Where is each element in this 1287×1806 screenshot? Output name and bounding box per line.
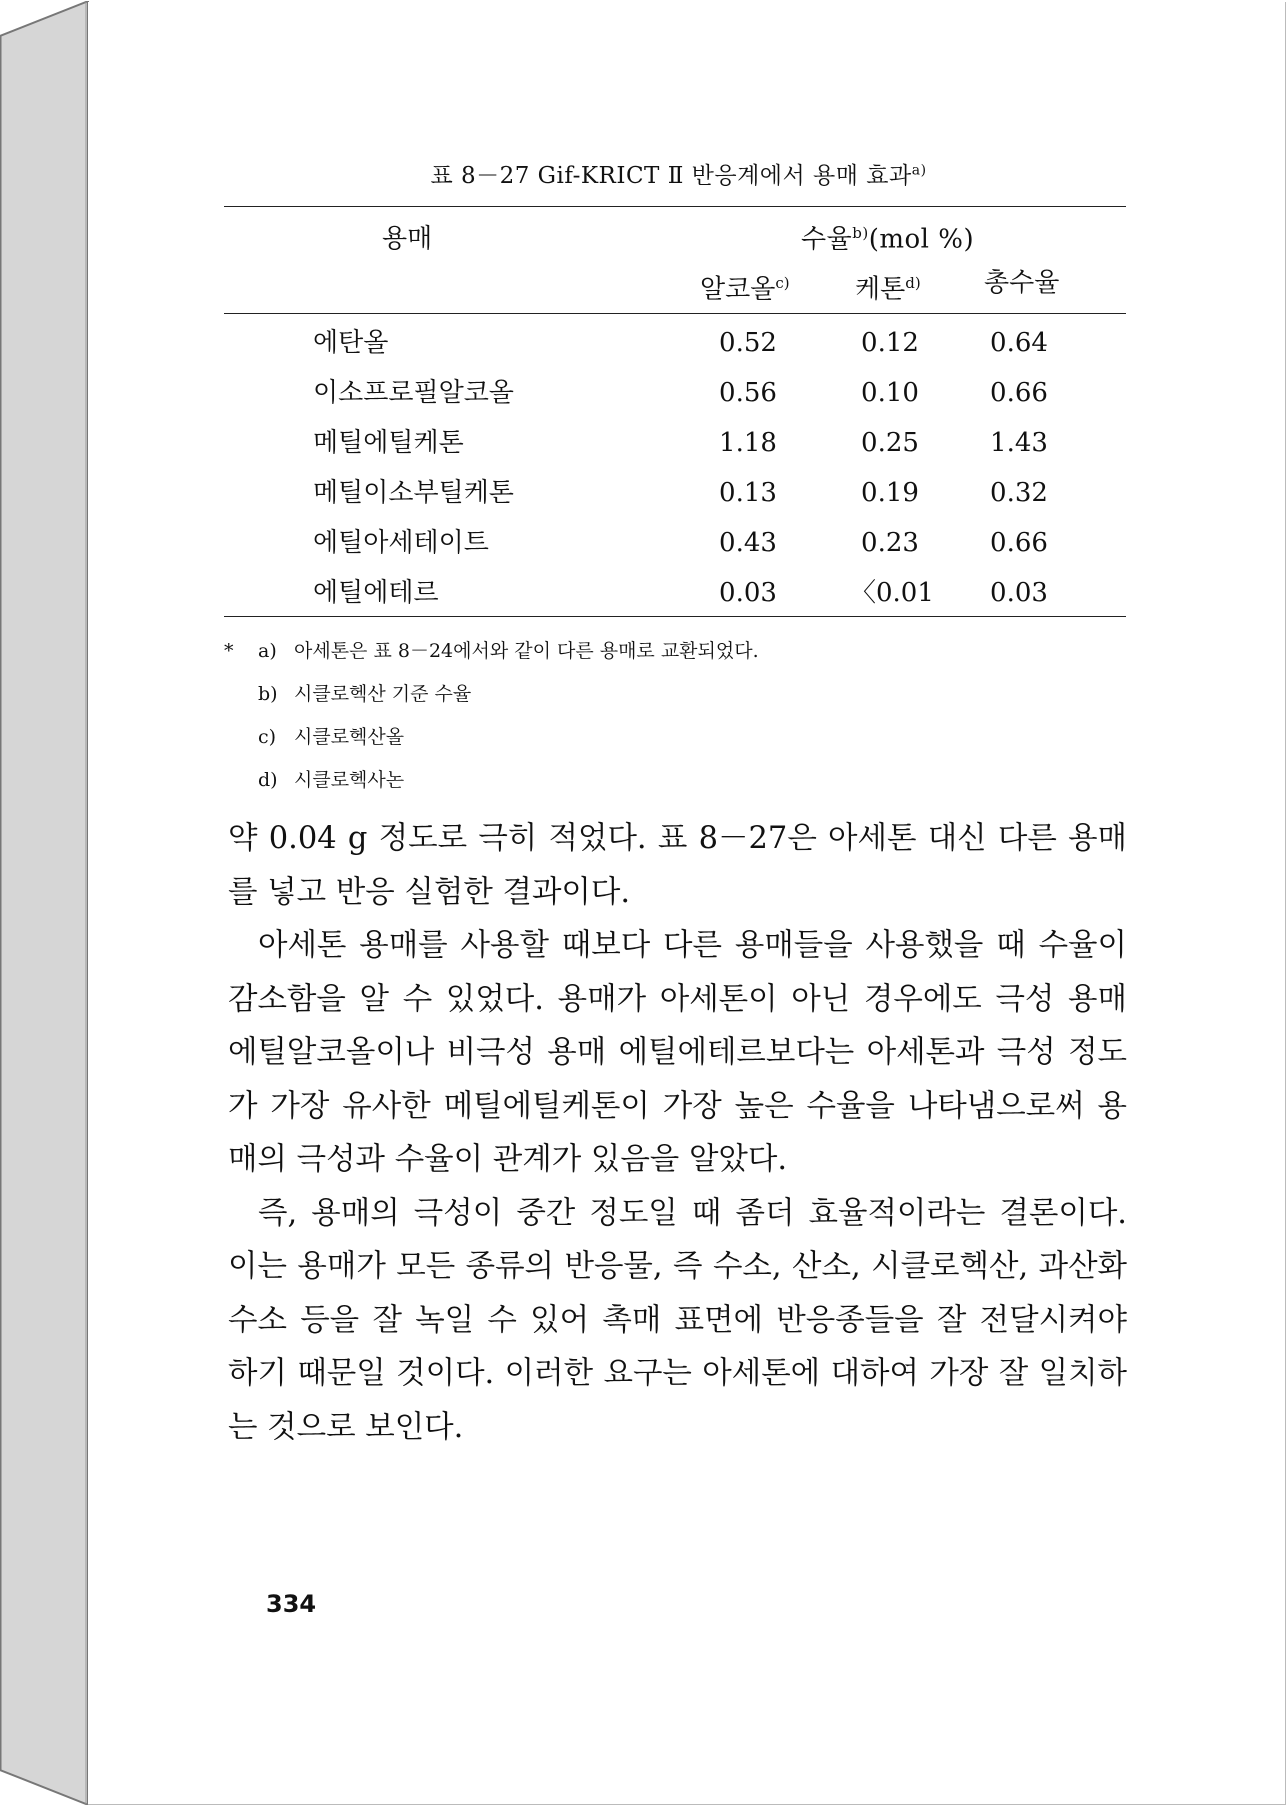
table-title [80,157,1277,190]
header-ketone-sup: d) [905,274,921,292]
footnote-text: 아세톤은 표 8－24에서와 같이 다른 용매로 교환되었다. [294,640,759,662]
table-row [88,418,1285,468]
row-solvent-name: 에틸아세테이트 [313,528,489,558]
table-bottom-rule [224,616,1126,617]
row-alcohol-yield: 0.56 [719,378,777,408]
row-ketone-yield: 0.10 [861,378,919,408]
row-ketone-yield: 0.19 [861,478,919,508]
row-alcohol-yield: 0.13 [719,478,777,508]
footnote-text: 시클로헥산올 [294,726,405,748]
header-ketone [855,268,921,305]
row-solvent-name: 에탄올 [313,328,389,358]
header-yield [801,218,974,255]
body-paragraph: 즉, 용매의 극성이 중간 정도일 때 좀더 효율적이라는 결론이다. 이는 용매가 모든 종류의 반응물, 즉 수소, 산소, 시클로헥산, 과산화수소 등을 잘 녹일 수 있어 촉매 표면에 반응종들을 잘 전달시켜야 하기 때문일 것이다. 이러한 요구는 아세톤에 대하여 가장 잘 일치하는 것으로 보인다. [228,1195,1127,1445]
row-alcohol-yield: 0.03 [719,578,777,608]
table-row [88,568,1285,618]
footnote-text: 시클로헥산 기준 수율 [294,683,472,705]
row-solvent-name: 에틸에테르 [313,578,439,608]
body-text [228,812,1127,1454]
footnote-label: c) [258,726,277,748]
row-ketone-yield: 0.23 [861,528,919,558]
row-total-yield: 1.43 [990,428,1048,458]
footnote-label: d) [258,769,278,791]
row-total-yield: 0.66 [990,528,1048,558]
footnote-item [228,673,759,716]
table-title-text: 표 8－27 Gif-KRICT Ⅱ 반응계에서 용매 효과 [430,163,912,189]
row-alcohol-yield: 0.52 [719,328,777,358]
table-row [88,518,1285,568]
body-paragraph: 아세톤 용매를 사용할 때보다 다른 용매들을 사용했을 때 수율이 감소함을 알 수 있었다. 용매가 아세톤이 아닌 경우에도 극성 용매 에틸알코올이나 비극성 용매 에틸에테르보다는 아세톤과 극성 정도가 가장 유사한 메틸에틸케톤이 가장 높은 수율을 나타냄으로써 용매의 극성과 수율이 관계가 있음을 알았다. [228,928,1127,1177]
row-ketone-yield: 0.12 [861,328,919,358]
header-alcohol-label: 알코올 [700,274,776,305]
book-page [88,2,1286,1805]
header-yield-sup: b) [852,224,869,242]
row-alcohol-yield: 0.43 [719,528,777,558]
header-ketone-label: 케톤 [855,274,906,305]
table-row [88,318,1285,368]
table-footnotes [224,630,759,802]
footnote-item [224,630,759,673]
footnote-item [228,759,759,802]
header-alcohol [700,268,790,305]
row-ketone-yield: 0.25 [861,428,919,458]
header-total: 총수율 [984,268,1060,298]
row-total-yield: 0.66 [990,378,1048,408]
row-solvent-name: 이소프로필알코올 [313,378,514,408]
footnote-item [228,716,759,759]
footnote-label: a) [258,640,277,662]
table-title-footnote-mark: a) [911,162,927,179]
row-alcohol-yield: 1.18 [719,428,777,458]
header-yield-label: 수율 [801,224,853,255]
row-total-yield: 0.03 [990,578,1048,608]
row-total-yield: 0.32 [990,478,1048,508]
table-top-rule [224,206,1126,207]
body-paragraph: 약 0.04 g 정도로 극히 적었다. 표 8－27은 아세톤 대신 다른 용매를 넣고 반응 실험한 결과이다. [228,821,1127,910]
row-solvent-name: 메틸에틸케톤 [313,428,464,458]
row-total-yield: 0.64 [990,328,1048,358]
table-row [88,468,1285,518]
header-alcohol-sup: c) [775,274,790,292]
header-solvent: 용매 [382,224,433,254]
footnote-label: b) [258,683,278,705]
table-row [88,368,1285,418]
footnote-text: 시클로헥사논 [294,769,405,791]
header-yield-unit: (mol %) [868,224,975,255]
table-header-rule [224,313,1126,314]
page-number: 334 [266,1590,317,1618]
table-body [88,318,1285,618]
row-ketone-yield: 〈0.01 [850,578,934,608]
row-solvent-name: 메틸이소부틸케톤 [313,478,514,508]
footnote-star: * [224,640,234,662]
